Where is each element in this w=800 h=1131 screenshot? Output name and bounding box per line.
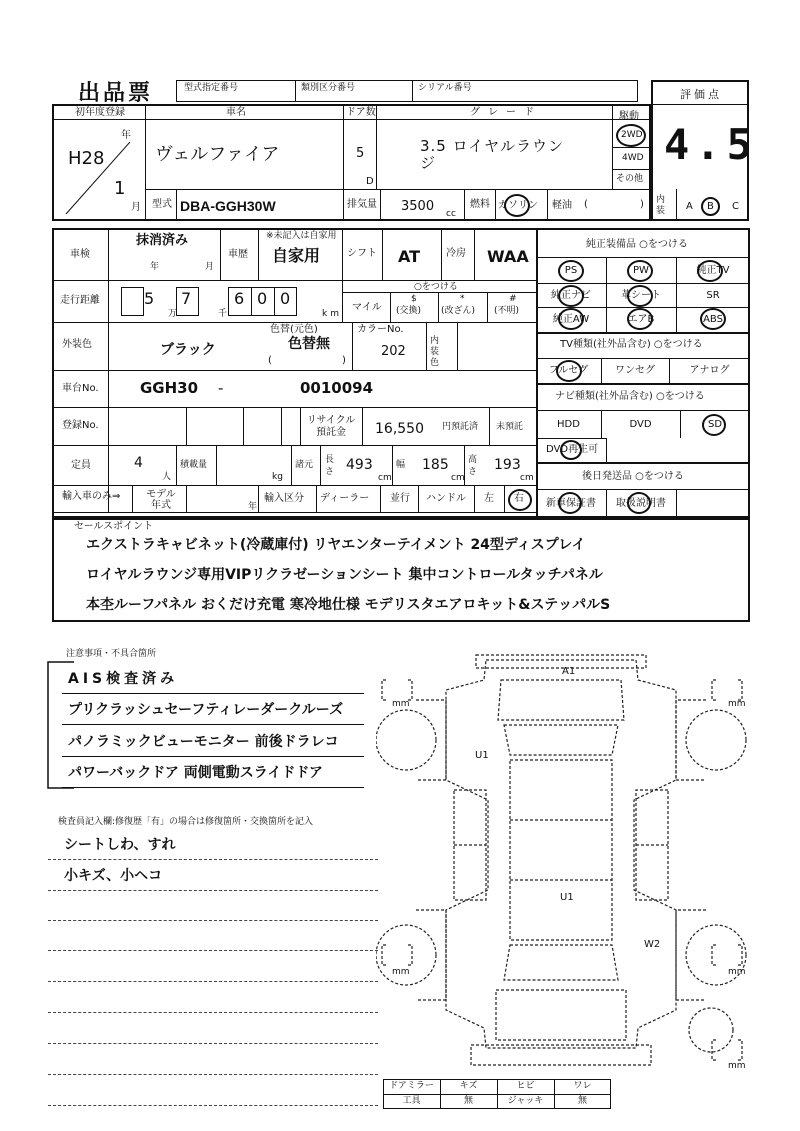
interior-label: 内装 (656, 195, 666, 216)
drive-2wd: 2WD (621, 130, 643, 140)
recycle-value: 16,550 (375, 421, 424, 437)
legend-cell: 無 (463, 1096, 473, 1106)
door-value: 5 (356, 146, 365, 161)
import-label: 輸入車のみ⇒ (62, 491, 121, 502)
sales-point-line: 本杢ルーフパネル おくだけ充電 寒冷地仕様 モデリスタエアロキット&ステッパルS (86, 597, 611, 613)
tv-item: フルセグ (548, 365, 589, 376)
legend-cell: ヒビ (516, 1081, 535, 1091)
tv-item: アナログ (689, 365, 730, 376)
history-value: 自家用 (272, 246, 321, 265)
length-value: 493 (346, 457, 373, 473)
note-line: AIS検査済み (68, 671, 179, 687)
mileage-digit: 7 (181, 289, 192, 308)
tire-unit: mm (728, 1061, 746, 1071)
door-suffix: D (366, 176, 374, 187)
circle-mark (700, 308, 726, 330)
circle-mark (616, 124, 646, 147)
car-damage-diagram (376, 640, 756, 1080)
note-line: プリクラッシュセーフティレーダークルーズ (68, 702, 344, 718)
displacement-value: 3500 (401, 199, 435, 214)
navi-item: HDD (557, 419, 580, 430)
import-dealer: ディーラー (320, 493, 370, 504)
fuel-diesel: 軽油 (552, 200, 572, 211)
history-label: 車歴 (228, 249, 248, 260)
navi-title: ナビ種類(社外品含む) ○をつける (555, 391, 705, 402)
handle-left: 左 (484, 493, 494, 504)
opt-unknown: (不明) (494, 306, 520, 316)
model-label: 型式 (152, 199, 172, 210)
width-value: 185 (422, 457, 449, 473)
cm-unit: cm (520, 473, 534, 483)
mileage-digit: 0 (280, 289, 291, 308)
registration-label: 登録No. (62, 420, 99, 431)
color-no-value: 202 (381, 344, 406, 359)
handle-label: ハンドル (426, 493, 466, 504)
circle-mark (627, 492, 651, 514)
diagram-label-u1: U1 (560, 892, 574, 903)
circle-mark (627, 260, 653, 282)
cm-unit: cm (378, 473, 392, 483)
mileage-circle-note: ○をつける (414, 282, 458, 292)
displacement-label: 排気量 (347, 199, 377, 210)
legend-cell: ドアミラー (389, 1081, 434, 1091)
opt-exchange-sym: $ (411, 294, 417, 304)
month-unit: 月 (131, 202, 141, 213)
sales-point-line: ロイヤルラウンジ専用VIPリクラゼーションシート 集中コントロールタッチパネル (86, 567, 603, 583)
chassis-dash: - (218, 379, 224, 397)
tire-unit: mm (728, 699, 746, 709)
header-id-box (176, 80, 638, 102)
fuel-paren-open: ( (584, 199, 588, 210)
circle-mark (508, 489, 532, 511)
interior-c: C (732, 201, 739, 212)
circle-mark (701, 197, 720, 216)
navi-item: DVD (629, 419, 652, 430)
shaken-month-unit: 月 (205, 262, 215, 272)
opt-altered: (改ざん) (441, 306, 476, 316)
capacity-label: 定員 (71, 460, 91, 471)
circle-mark (697, 260, 723, 282)
later-item: 取扱説明書 (616, 498, 666, 509)
equip-item: PS (564, 265, 578, 276)
legend-cell: 無 (577, 1096, 587, 1106)
diagram-label-a1: A1 (562, 666, 576, 677)
repaint-label: 色替(元色) (270, 324, 318, 335)
mileage-digit: 0 (257, 289, 268, 308)
equip-item: 革シート (621, 290, 661, 301)
grade-label: 評価点 (680, 88, 722, 101)
repaint-value: 色替無 (288, 336, 330, 352)
circle-mark (627, 308, 653, 330)
first-reg-year: H28 (68, 148, 105, 169)
inspector-line: シートしわ、すれ (64, 837, 176, 853)
repaint-paren-close: ) (342, 355, 346, 366)
capacity-unit: 人 (162, 472, 172, 482)
category-label: 類別区分番号 (301, 83, 356, 93)
first-reg-label: 初年度登録 (75, 107, 125, 118)
model-value: DBA-GGH30W (180, 198, 276, 214)
model-year-unit: 年 (248, 502, 258, 512)
circle-mark (504, 194, 530, 217)
recycle-label: リサイクル預託金 (306, 415, 356, 438)
mileage-digit: 6 (234, 289, 245, 308)
chassis-number: 0010094 (300, 379, 374, 397)
interior-a: A (686, 201, 693, 212)
equip-item: 純正TV (696, 265, 730, 276)
tire-unit: mm (392, 967, 410, 977)
equip-item: PW (633, 265, 649, 276)
color-value: ブラック (160, 342, 216, 358)
model-year-label: モデル年式 (146, 489, 176, 511)
navi-item: SD (707, 419, 723, 430)
interior-b: B (707, 201, 714, 212)
shaken-label: 車検 (70, 249, 90, 260)
import-type-label: 輸入区分 (264, 493, 304, 504)
tire-unit: mm (392, 699, 410, 709)
capacity-value: 4 (134, 455, 143, 471)
unit-km: km (322, 309, 342, 319)
load-label: 積載量 (180, 460, 208, 470)
first-reg-month: 1 (114, 178, 126, 199)
handle-right: 右 (514, 493, 524, 504)
tv-item: ワンセグ (615, 365, 655, 376)
grade-line2: ジ (420, 154, 436, 172)
equip-item: エアB (627, 314, 655, 325)
fuel-gasoline: ガソリン (498, 200, 538, 211)
chassis-prefix: GGH30 (140, 379, 199, 397)
dims-label: 諸元 (295, 460, 314, 470)
import-parallel: 並行 (390, 493, 410, 504)
equipment-title: 純正装備品 ○をつける (586, 239, 688, 250)
later-item: 新車保証書 (546, 498, 596, 509)
shaken-year-unit: 年 (150, 262, 160, 272)
circle-mark (627, 285, 653, 307)
shift-label: シフト (347, 248, 377, 259)
recycle-status: 円預託済 (442, 422, 479, 432)
opt-unknown-sym: # (509, 294, 517, 304)
color-no-label: カラーNo. (357, 324, 404, 335)
door-label: ドア数 (346, 107, 376, 118)
drive-other: その他 (616, 174, 644, 184)
car-name: ヴェルファイア (155, 144, 280, 165)
cm-unit: cm (451, 473, 465, 483)
grade-text-label: グレード (470, 107, 542, 118)
circle-mark (702, 414, 726, 436)
car-name-label: 車名 (226, 107, 246, 118)
ac-label: 冷房 (446, 248, 466, 259)
later-title: 後日発送品 ○をつける (582, 471, 684, 482)
notes-label: 注意事項・不具合箇所 (66, 649, 157, 659)
opt-altered-sym: * (460, 294, 465, 304)
unit-sen: 千 (218, 309, 228, 319)
sales-points-label: セールスポイント (74, 521, 154, 532)
equip-item: SR (706, 290, 720, 301)
drive-label: 駆動 (619, 111, 639, 122)
legend-cell: ワレ (573, 1081, 592, 1091)
note-line: パワーバックドア 両側電動スライドドア (68, 765, 323, 781)
height-label: 高さ (468, 455, 478, 477)
displacement-unit: cc (446, 209, 456, 219)
circle-mark (558, 285, 584, 307)
serial-label: シリアル番号 (418, 83, 472, 93)
shaken-value: 抹消済み (136, 233, 189, 248)
inspector-line: 小キズ、小ヘコ (64, 868, 163, 884)
grade-line1: 3.5 ロイヤルラウン (420, 137, 565, 155)
inspector-label: 検査員記入欄:修復歴「有」の場合は修復箇所・交換箇所を記入 (58, 817, 314, 827)
opt-mile: マイル (352, 302, 382, 313)
interior-color-label: 内装色 (430, 336, 440, 368)
form-title: 出品票 (78, 81, 154, 106)
opt-exchange: (交換) (396, 306, 422, 316)
tv-title: TV種類(社外品含む) ○をつける (560, 339, 703, 350)
circle-mark (558, 308, 584, 330)
ac-value: WAA (487, 247, 529, 266)
mileage-digit: 5 (144, 289, 155, 308)
legend-cell: 工具 (402, 1096, 421, 1106)
circle-mark (558, 492, 582, 514)
circle-mark (558, 260, 584, 282)
mileage-label: 走行距離 (60, 295, 100, 306)
grade-score: 4.5 (664, 120, 758, 169)
drive-4wd: 4WD (622, 153, 644, 163)
tire-unit: mm (728, 967, 746, 977)
legend-cell: キズ (459, 1081, 478, 1091)
history-note: ※未記入は自家用 (266, 231, 337, 241)
chassis-label: 車台No. (62, 383, 99, 394)
width-label: 幅 (396, 460, 406, 470)
note-line: パノラミックビューモニター 前後ドラレコ (68, 734, 339, 750)
diagram-label-w2: W2 (644, 939, 661, 950)
load-unit: kg (272, 472, 283, 482)
circle-mark (560, 440, 582, 460)
year-unit: 年 (121, 130, 131, 141)
equip-item: ABS (703, 314, 723, 325)
legend-cell: ジャッキ (507, 1096, 544, 1106)
equip-item: 純正AW (552, 314, 590, 325)
repaint-paren-open: ( (268, 355, 272, 366)
color-label: 外装色 (62, 339, 92, 350)
unit-man: 万 (168, 309, 178, 319)
type-designation-label: 型式指定番号 (184, 83, 239, 93)
fuel-label: 燃料 (470, 199, 490, 210)
height-value: 193 (494, 457, 521, 473)
circle-mark (556, 360, 582, 382)
length-label: 長さ (325, 455, 335, 477)
diagram-label-u1: U1 (475, 750, 489, 761)
equip-item: 純正ナビ (551, 290, 591, 301)
sales-point-line: エクストラキャビネット(冷蔵庫付) リヤエンターテイメント 24型ディスプレイ (86, 537, 586, 553)
dvd-item: DVD再生可 (546, 444, 599, 455)
shift-value: AT (398, 247, 421, 266)
fuel-paren-close: ) (640, 199, 644, 210)
recycle-unpaid: 未預託 (496, 422, 524, 432)
